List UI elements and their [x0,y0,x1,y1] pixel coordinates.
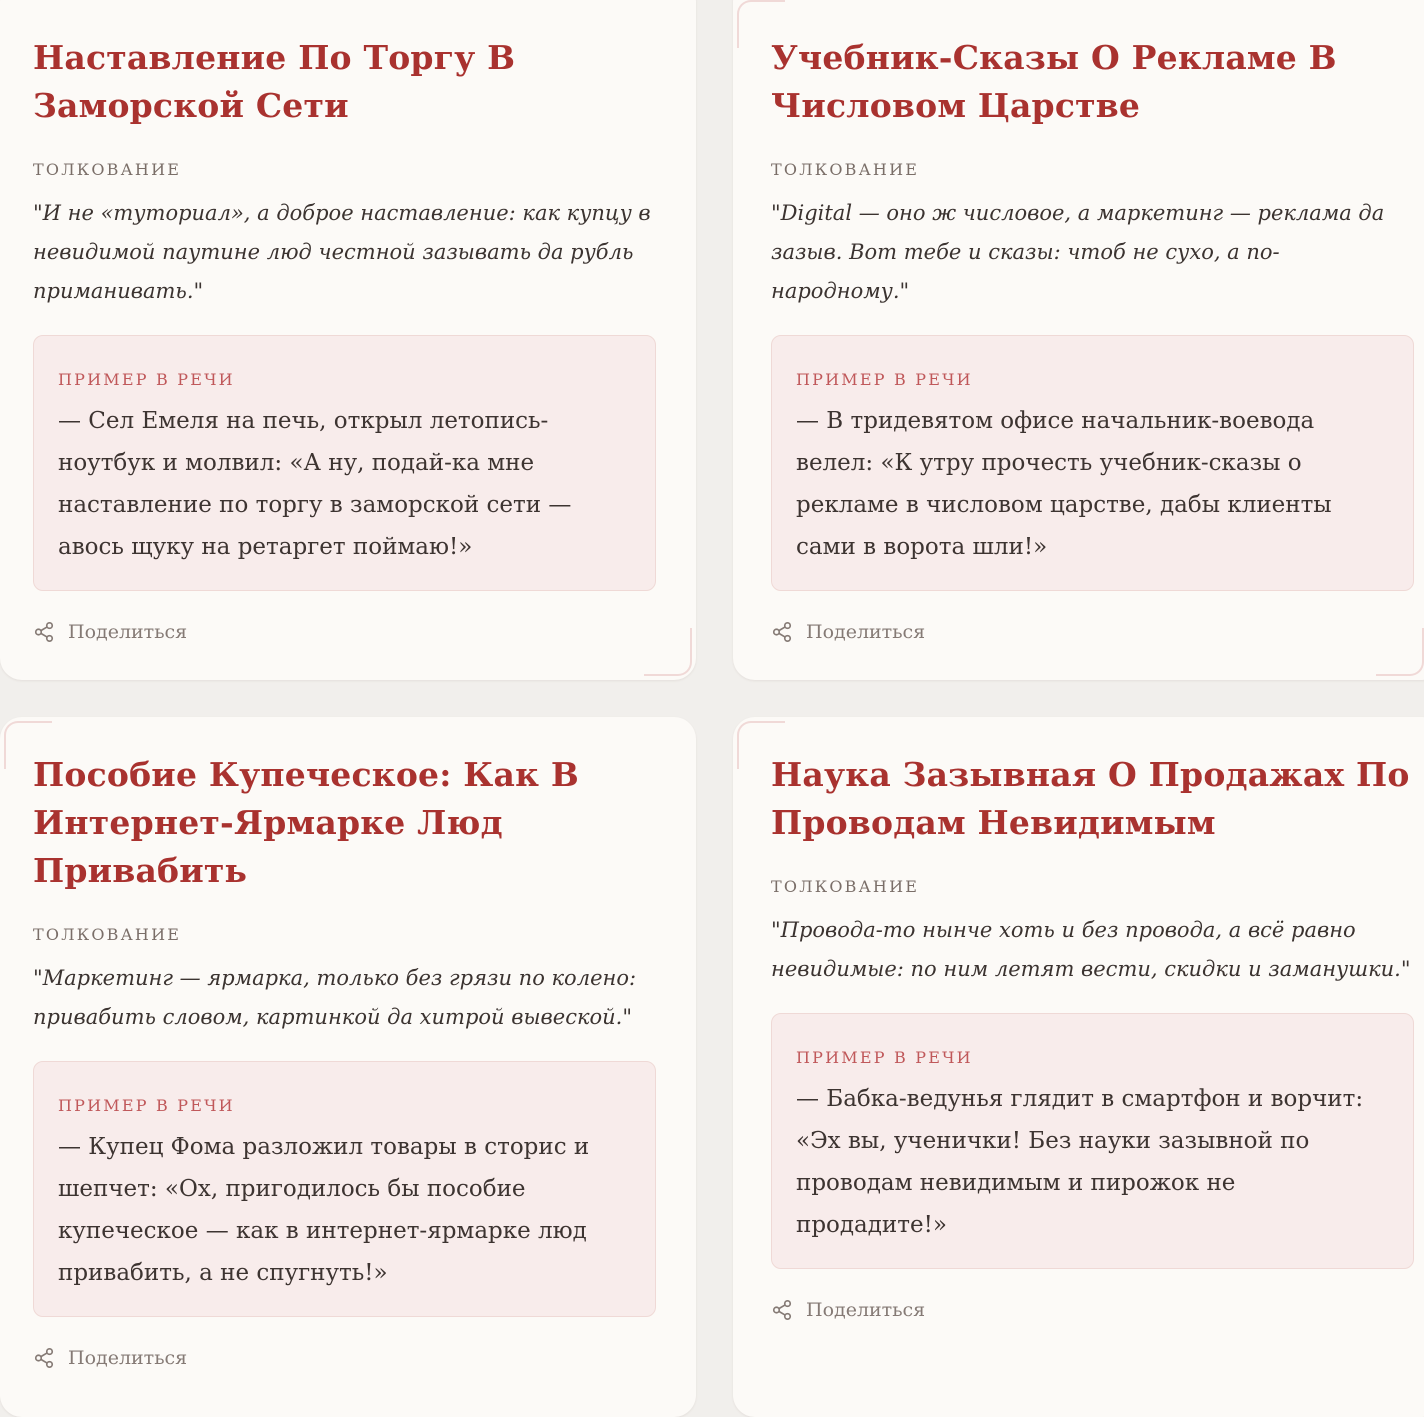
definition-label: ТОЛКОВАНИЕ [771,160,920,179]
usage-example-label: ПРИМЕР В РЕЧИ [796,1048,973,1067]
usage-example-box [771,1013,1414,1269]
usage-example-text: — Купец Фома разложил товары в сторис и шепчет: «Ох, пригодилось бы пособие купеческое — как в интернет-ярмарке люд привабить, а не спугнуть!» [58,1134,590,1286]
share-label: Поделиться [68,1347,188,1369]
card-title: Учебник-Сказы О Рекламе В Числовом Царстве [771,38,1337,125]
share-icon [33,621,55,643]
usage-example-box [771,335,1414,591]
share-label: Поделиться [806,621,926,643]
definition-quote: "Маркетинг — ярмарка, только без грязи по колено: привабить словом, картинкой да хитрой вывеской." [33,966,637,1029]
usage-example-text: — Сел Емеля на печь, открыл летопись-ноутбук и молвил: «А ну, подай-ка мне наставление по торгу в заморской сети — авось щуку на ретаргет поймаю!» [58,408,572,560]
card-title: Наука Зазывная О Продажах По Проводам Невидимым [771,755,1410,842]
definition-quote: "Digital — оно ж числовое, а маркетинг — реклама да зазыв. Вот тебе и сказы: чтоб не сухо, а по-народному." [771,201,1385,303]
definition-label: ТОЛКОВАНИЕ [33,160,182,179]
usage-example-text: — В тридевятом офисе начальник-воевода велел: «К утру прочесть учебник-сказы о рекламе в числовом царстве, дабы клиенты сами в ворота шли!» [796,408,1332,560]
card-title: Пособие Купеческое: Как В Интернет-Ярмарке Люд Привабить [33,755,579,890]
definition-quote: "Провода-то нынче хоть и без провода, а всё равно невидимые: по ним летят вести, скидки и заманушки." [771,918,1411,981]
usage-example-label: ПРИМЕР В РЕЧИ [796,370,973,389]
phrase-card [0,0,696,680]
phrase-card [0,717,696,1417]
share-icon [33,1347,55,1369]
usage-example-label: ПРИМЕР В РЕЧИ [58,370,235,389]
phrase-card [733,0,1424,680]
usage-example-text: — Бабка-ведунья глядит в смартфон и ворчит: «Эх вы, ученички! Без науки зазывной по проводам невидимым и пирожок не продадите!» [796,1086,1364,1238]
phrase-card [733,717,1424,1417]
share-button[interactable] [771,621,1414,643]
share-label: Поделиться [68,621,188,643]
share-button[interactable] [33,621,656,643]
definition-label: ТОЛКОВАНИЕ [771,877,920,896]
definition-quote: "И не «туториал», а доброе наставление: как купцу в невидимой паутине люд честной зазывать да рубль приманивать." [33,201,651,303]
share-button[interactable] [771,1299,1414,1321]
share-icon [771,621,793,643]
definition-label: ТОЛКОВАНИЕ [33,925,182,944]
usage-example-box [33,1061,656,1317]
card-title: Наставление По Торгу В Заморской Сети [33,38,516,125]
share-icon [771,1299,793,1321]
share-label: Поделиться [806,1299,926,1321]
usage-example-box [33,335,656,591]
share-button[interactable] [33,1347,656,1369]
usage-example-label: ПРИМЕР В РЕЧИ [58,1096,235,1115]
